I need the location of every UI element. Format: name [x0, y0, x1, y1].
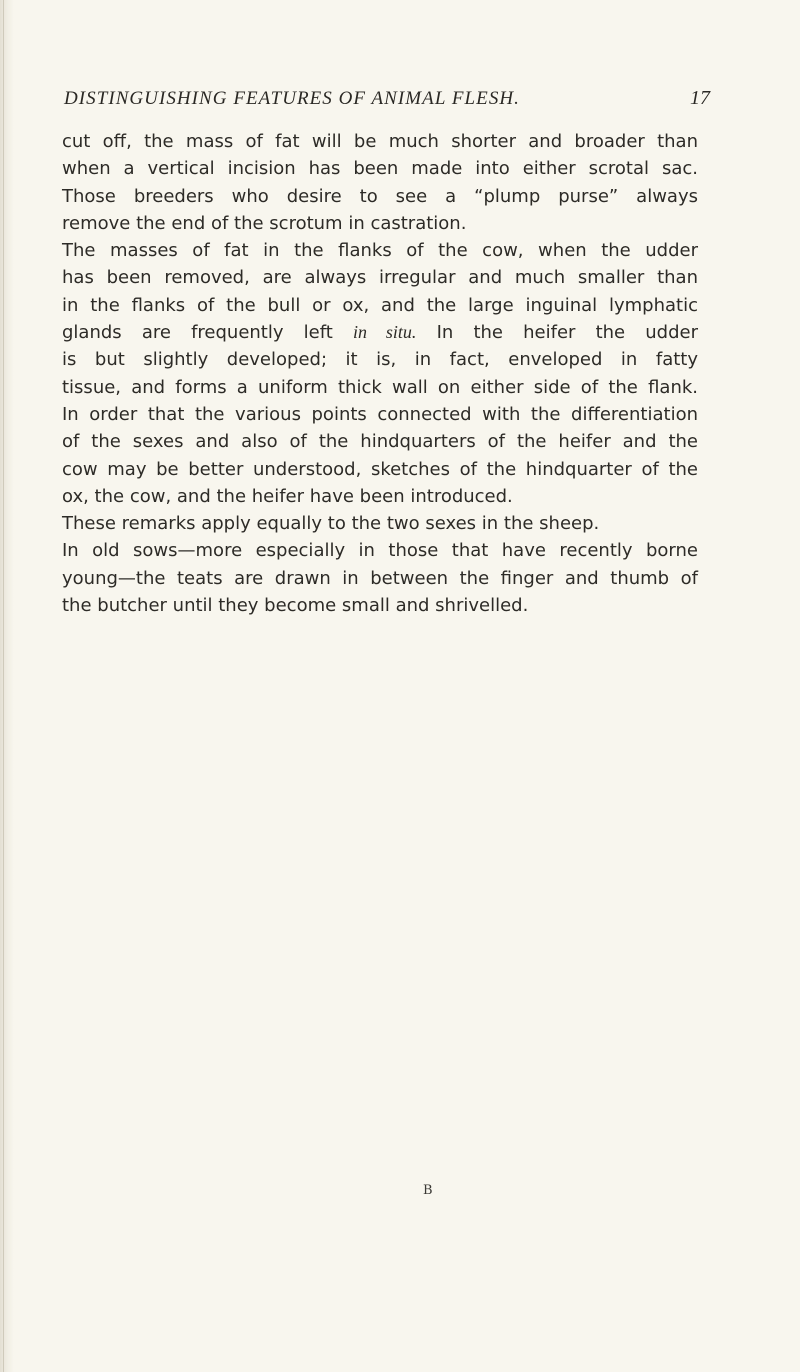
text-line: is but slightly developed; it is, in fact, enveloped in fatty — [62, 349, 698, 371]
book-page — [62, 82, 718, 617]
text-line: cut off, the mass of fat will be much shorter and broader than — [62, 131, 698, 152]
paragraph-start-line: The masses of fat in the flanks of the cow, when the udder — [62, 240, 698, 262]
text-line: Those breeders who desire to see a “plump purse” always — [62, 185, 698, 207]
text-line: has been removed, are always irregular and much smaller than — [62, 267, 698, 289]
text-line: remove the end of the scrotum in castration. — [62, 212, 467, 234]
paragraph-start-line: In old sows—more especially in those that have recently borne — [62, 540, 698, 562]
italic-phrase-in-situ: in situ. — [352, 322, 417, 343]
page-gutter-line — [3, 0, 4, 1372]
text-line: in the flanks of the bull or ox, and the large inguinal lymphatic — [62, 294, 698, 316]
text-run: In the heifer the udder — [416, 322, 698, 344]
text-line: of the sexes and also of the hindquarters of the heifer and the — [62, 431, 698, 453]
paragraph-start-line: These remarks apply equally to the two sexes in the sheep. — [62, 513, 600, 535]
signature-mark: B — [423, 1183, 433, 1198]
text-line: the butcher until they become small and shrivelled. — [62, 595, 529, 617]
text-line: cow may be better understood, sketches of the hindquarter of the — [62, 458, 698, 480]
text-line — [62, 319, 698, 346]
running-head-title: DISTINGUISHING FEATURES OF ANIMAL FLESH. — [64, 88, 520, 109]
text-line: young—the teats are drawn in between the finger and thumb of — [62, 567, 698, 589]
body-text — [62, 128, 698, 619]
running-head — [62, 82, 718, 114]
text-line: In order that the various points connected with the differentiation — [62, 403, 698, 425]
page-number: 17 — [690, 87, 710, 109]
text-line: tissue, and forms a uniform thick wall on either side of the flank. — [62, 376, 698, 398]
text-line: when a vertical incision has been made into either scrotal sac. — [62, 158, 698, 180]
text-run: glands are frequently left — [62, 322, 353, 344]
text-line: ox, the cow, and the heifer have been introduced. — [62, 485, 513, 507]
